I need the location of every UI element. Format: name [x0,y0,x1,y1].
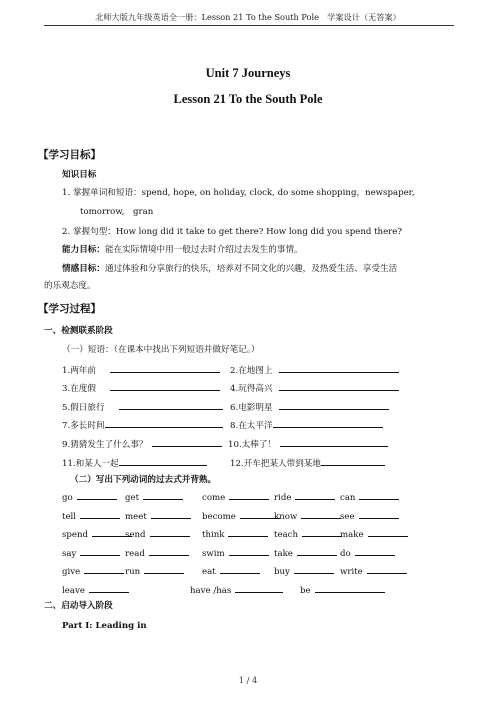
verb-word: get [125,493,140,503]
answer-blank[interactable] [77,491,117,500]
answer-blank[interactable] [149,547,189,556]
phrase-item: 6.电影明星 [230,401,389,414]
verb-item [274,547,337,560]
verb-item [62,510,120,523]
answer-blank[interactable] [315,584,385,593]
phrase-item: 8.在太平洋 [230,419,383,432]
verb-word: run [125,567,141,577]
answer-blank[interactable] [228,528,268,537]
ability-label: 能力目标： [62,245,105,255]
phrase-item: 12.开车把某人带到某地 [230,457,385,470]
answer-blank[interactable] [355,547,395,556]
verb-item [340,565,407,578]
verb-word: make [340,530,364,540]
verb-item [125,547,189,560]
knowledge-item-1: 1. 掌握单词和短语：spend, hope, on holiday, clock, do some shopping，newspaper, [62,188,415,198]
answer-blank[interactable] [152,438,222,447]
answer-blank[interactable] [302,528,342,537]
emotion-label: 情感目标： [62,264,105,274]
verb-word: buy [274,567,290,577]
answer-blank[interactable] [273,419,383,428]
knowledge-label: 知识目标 [62,170,97,180]
answer-blank[interactable] [105,419,223,428]
section-goals: 【学习目标】 [38,149,101,161]
verb-item [340,528,408,541]
phrase-item: 5.假日旅行 [62,401,223,414]
header-rule [44,25,454,26]
verb-item [125,510,191,523]
verb-word: tell [62,511,77,522]
verb-word: know [274,511,298,522]
answer-blank[interactable] [280,438,388,447]
part-1-title: Part I: Leading in [62,621,147,631]
answer-blank[interactable] [119,457,207,466]
page-header: 北师大版九年级英语全一册：Lesson 21 To the South Pole 学案设计（无答案） [95,12,401,22]
knowledge-item-1-cont: tomorrow, gran [80,207,154,217]
answer-blank[interactable] [110,364,220,373]
answer-blank[interactable] [80,510,120,519]
stage-2-title: 二、启动导入阶段 [44,601,113,611]
answer-blank[interactable] [80,547,120,556]
phrase-item: 10.太棒了！ [228,438,388,451]
verb-item [340,491,399,504]
verb-word: be [300,585,311,596]
ability-goal [62,245,303,256]
phrase-item: 7.多长时间 [62,419,223,432]
verb-word: spend [62,530,89,540]
answer-blank[interactable] [359,491,399,500]
phrase-item: 3.在度假 [62,382,220,395]
phrase-item: 2.在地图上 [230,364,399,377]
answer-blank[interactable] [279,382,399,391]
verb-word: eat [202,567,216,577]
verb-word: have /has [190,585,232,596]
section-process: 【学习过程】 [38,303,101,315]
verb-item [202,510,280,523]
emotion-goal-cont: 的乐观态度。 [44,281,96,291]
phrase-item: 4.玩得高兴 [230,382,399,395]
answer-blank[interactable] [321,457,385,466]
answer-blank[interactable] [368,528,408,537]
verb-word: come [202,493,226,503]
answer-blank[interactable] [279,364,399,373]
answer-blank[interactable] [235,584,283,593]
verb-item [62,584,129,597]
answer-blank[interactable] [359,510,399,519]
answer-blank[interactable] [150,528,190,537]
answer-blank[interactable] [301,510,341,519]
lesson-title: Lesson 21 To the South Pole [173,92,323,106]
verb-word: swim [202,548,225,559]
answer-blank[interactable] [294,565,334,574]
verb-item [62,565,124,578]
answer-blank[interactable] [295,491,335,500]
verb-item [274,491,335,504]
page-number: 1 / 4 [238,675,258,685]
verb-word: leave [62,585,85,596]
verb-word: write [340,567,363,577]
phrase-item: 11.和某人一起 [62,457,207,470]
verb-item [274,565,334,578]
verb-word: teach [274,530,299,540]
verb-item [190,584,283,597]
verb-item [202,528,268,541]
knowledge-item-2: 2. 掌握句型：How long did it take to get there? How long did you spend there? [62,227,402,237]
emotion-text: 通过体验和分享旅行的快乐，培养对不同文化的兴趣，及热爱生活、享受生活 [104,264,398,274]
phrase-item: 1.两年前 [62,364,220,377]
verb-word: say [62,548,77,559]
verb-item [274,510,341,523]
answer-blank[interactable] [89,584,129,593]
verb-item [125,528,190,541]
verb-word: think [202,530,225,540]
verb-instructions: （二）写出下列动词的过去式并背熟。 [70,475,217,485]
verb-word: give [62,567,81,577]
answer-blank[interactable] [279,401,389,410]
verb-item [300,584,385,597]
answer-blank[interactable] [143,491,183,500]
verb-item [125,565,184,578]
answer-blank[interactable] [367,565,407,574]
answer-blank[interactable] [151,510,191,519]
verb-word: take [274,548,293,559]
answer-blank[interactable] [110,382,220,391]
verb-word: go [62,493,73,503]
verb-word: meet [125,511,147,522]
verb-item [340,510,399,523]
answer-blank[interactable] [119,401,223,410]
verb-word: see [340,511,355,522]
verb-item [62,528,132,541]
verb-word: can [340,493,356,503]
answer-blank[interactable] [84,565,124,574]
verb-item [340,547,395,560]
verb-word: become [202,511,236,522]
answer-blank[interactable] [229,547,269,556]
verb-item [274,528,342,541]
verb-item [125,491,183,504]
verb-word: read [125,548,145,559]
phrase-instructions: （一）短语：（在课本中找出下列短语并做好笔记。） [62,345,260,355]
phrase-item: 9.猜猜发生了什么事？ [62,438,222,451]
ability-text: 能在实际情境中用一般过去时介绍过去发生的事情。 [104,245,303,255]
stage-1-title: 一、检测联系阶段 [44,326,113,336]
answer-blank[interactable] [297,547,337,556]
verb-item [62,547,120,560]
unit-title: Unit 7 Journeys [205,66,291,80]
verb-word: send [125,530,146,540]
answer-blank[interactable] [229,491,269,500]
verb-word: do [340,548,351,559]
verb-word: ride [274,493,292,503]
emotion-goal [62,264,397,275]
verb-item [202,491,269,504]
verb-item [202,547,269,560]
answer-blank[interactable] [220,565,260,574]
verb-item [202,565,260,578]
verb-item [62,491,117,504]
answer-blank[interactable] [144,565,184,574]
